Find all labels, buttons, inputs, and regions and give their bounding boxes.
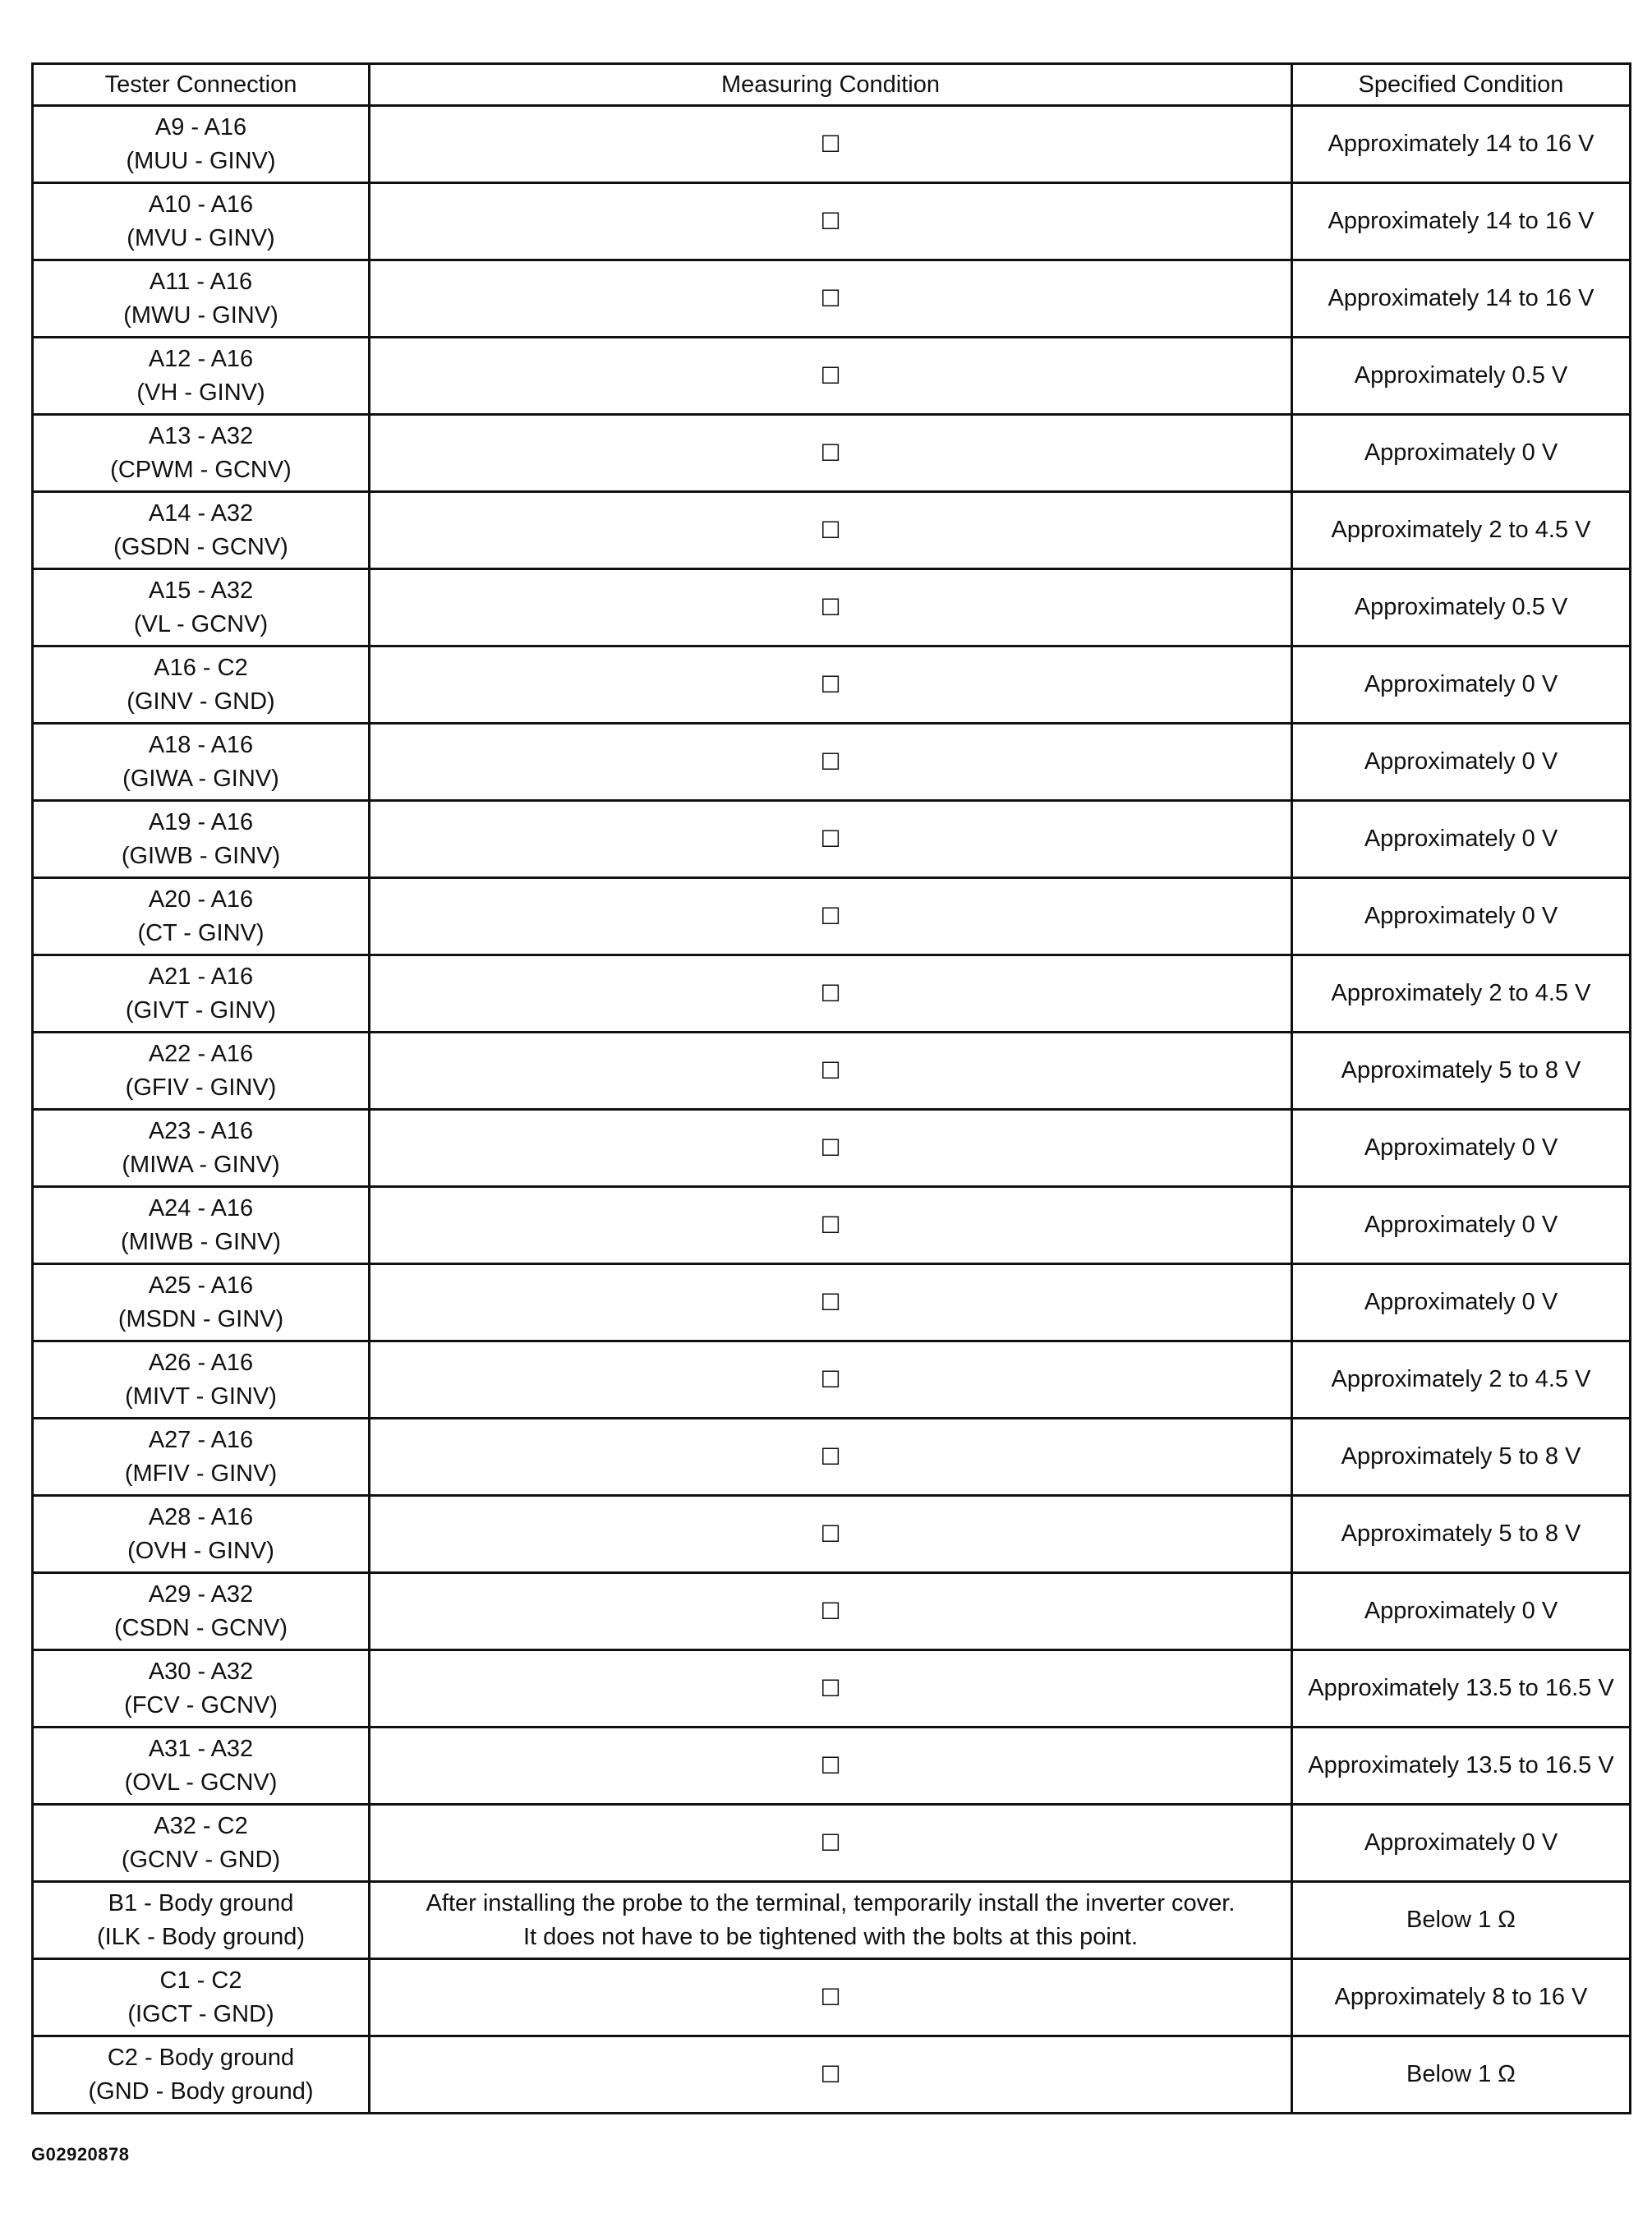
tester-connection-cell: [33, 1341, 370, 1419]
missing-glyph-icon: ☐: [820, 825, 841, 853]
signal-pair: (GCNV - GND): [121, 1846, 281, 1873]
specified-condition-cell: Approximately 2 to 4.5 V: [1292, 1341, 1631, 1419]
measuring-condition-cell: [370, 955, 1292, 1033]
signal-pair: (VL - GCNV): [133, 610, 269, 637]
missing-glyph-icon: ☐: [820, 1134, 841, 1162]
signal-pair: (GND - Body ground): [88, 2077, 314, 2105]
tester-connection-cell: [33, 1959, 370, 2036]
measuring-condition-cell: [370, 1033, 1292, 1110]
table-row: [33, 1110, 1631, 1187]
signal-pair: (CT - GINV): [137, 919, 265, 946]
condition-text-line: After installing the probe to the terminal, temporarily install the inverter cover.: [426, 1889, 1236, 1916]
specified-condition-cell: Approximately 14 to 16 V: [1292, 106, 1631, 183]
terminal-pair: A23 - A16: [148, 1117, 254, 1144]
table-row: [33, 1573, 1631, 1650]
tester-connection-cell: [33, 415, 370, 492]
terminal-pair: A32 - C2: [154, 1812, 248, 1839]
specified-condition-cell: Approximately 0.5 V: [1292, 338, 1631, 415]
tester-connection-cell: [33, 1419, 370, 1496]
tester-connection-cell: [33, 492, 370, 569]
missing-glyph-icon: ☐: [820, 284, 841, 312]
tester-connection-cell: [33, 1882, 370, 1959]
signal-pair: (MFIV - GINV): [124, 1460, 278, 1487]
signal-pair: (GINV - GND): [127, 688, 275, 715]
signal-pair: (FCV - GCNV): [124, 1691, 278, 1718]
measuring-condition-cell: [370, 1110, 1292, 1187]
measuring-condition-cell: [370, 415, 1292, 492]
terminal-pair: A26 - A16: [148, 1349, 254, 1376]
signal-pair: (ILK - Body ground): [96, 1923, 306, 1950]
tester-connection-cell: [33, 106, 370, 183]
missing-glyph-icon: ☐: [820, 516, 841, 544]
header-measuring-condition: Measuring Condition: [370, 64, 1292, 106]
tester-connection-cell: [33, 878, 370, 955]
specified-condition-cell: Approximately 5 to 8 V: [1292, 1496, 1631, 1573]
table-row: [33, 1959, 1631, 2036]
table-row: [33, 1650, 1631, 1728]
missing-glyph-icon: ☐: [820, 1674, 841, 1702]
terminal-pair: B1 - Body ground: [108, 1889, 294, 1916]
missing-glyph-icon: ☐: [820, 1288, 841, 1316]
terminal-pair: A30 - A32: [148, 1658, 254, 1685]
terminal-pair: A10 - A16: [148, 191, 254, 218]
signal-pair: (VH - GINV): [136, 379, 265, 406]
terminal-pair: A25 - A16: [148, 1272, 254, 1299]
table-row: [33, 183, 1631, 260]
table-row: [33, 492, 1631, 569]
terminal-pair: A15 - A32: [148, 577, 254, 604]
measuring-condition-cell: [370, 1573, 1292, 1650]
signal-pair: (GIVT - GINV): [125, 996, 277, 1024]
signal-pair: (MIWB - GINV): [121, 1228, 281, 1255]
table-row: [33, 106, 1631, 183]
table-row: [33, 1728, 1631, 1805]
measuring-condition-cell: [370, 1959, 1292, 2036]
measuring-condition-cell: [370, 1805, 1292, 1882]
specified-condition-cell: Approximately 14 to 16 V: [1292, 183, 1631, 260]
table-row: [33, 801, 1631, 878]
table-body: [33, 106, 1631, 2114]
table-row: [33, 1419, 1631, 1496]
specified-condition-cell: Below 1 Ω: [1292, 1882, 1631, 1959]
terminal-pair: C2 - Body ground: [107, 2044, 295, 2071]
specified-condition-cell: Approximately 2 to 4.5 V: [1292, 492, 1631, 569]
specified-condition-cell: Approximately 2 to 4.5 V: [1292, 955, 1631, 1033]
missing-glyph-icon: ☐: [820, 1829, 841, 1856]
table-header-row: [33, 64, 1631, 106]
table-row: [33, 569, 1631, 646]
specified-condition-cell: Approximately 13.5 to 16.5 V: [1292, 1728, 1631, 1805]
missing-glyph-icon: ☐: [820, 1520, 841, 1548]
measuring-condition-cell: [370, 646, 1292, 724]
specified-condition-cell: Approximately 0 V: [1292, 1573, 1631, 1650]
specified-condition-cell: Approximately 0 V: [1292, 724, 1631, 801]
missing-glyph-icon: ☐: [820, 1442, 841, 1470]
measuring-condition-cell: [370, 1341, 1292, 1419]
terminal-pair: A24 - A16: [148, 1194, 254, 1222]
terminal-pair: A9 - A16: [154, 113, 247, 140]
tester-connection-cell: [33, 1496, 370, 1573]
terminal-pair: A28 - A16: [148, 1503, 254, 1530]
tester-connection-cell: [33, 1110, 370, 1187]
table-row: [33, 338, 1631, 415]
terminal-pair: A13 - A32: [148, 422, 254, 449]
missing-glyph-icon: ☐: [820, 1983, 841, 2011]
tester-connection-cell: [33, 1264, 370, 1341]
table-row: [33, 1496, 1631, 1573]
measuring-condition-cell: [370, 878, 1292, 955]
specified-condition-cell: Approximately 0.5 V: [1292, 569, 1631, 646]
signal-pair: (CSDN - GCNV): [113, 1614, 288, 1641]
measuring-condition-cell: [370, 1264, 1292, 1341]
specified-condition-cell: Approximately 0 V: [1292, 1805, 1631, 1882]
table-row: [33, 724, 1631, 801]
specified-condition-cell: Approximately 13.5 to 16.5 V: [1292, 1650, 1631, 1728]
tester-connection-cell: [33, 569, 370, 646]
specified-condition-cell: Approximately 0 V: [1292, 878, 1631, 955]
tester-connection-cell: [33, 2036, 370, 2114]
signal-pair: (MUU - GINV): [126, 147, 276, 174]
missing-glyph-icon: ☐: [820, 593, 841, 621]
specified-condition-cell: Approximately 0 V: [1292, 415, 1631, 492]
missing-glyph-icon: ☐: [820, 1597, 841, 1625]
table-row: [33, 1264, 1631, 1341]
tester-connection-cell: [33, 260, 370, 338]
measuring-condition-cell: [370, 1728, 1292, 1805]
condition-text-line: It does not have to be tightened with the bolts at this point.: [522, 1923, 1139, 1950]
specified-condition-cell: Approximately 14 to 16 V: [1292, 260, 1631, 338]
tester-connection-cell: [33, 724, 370, 801]
tester-connection-cell: [33, 1033, 370, 1110]
measuring-condition-cell: [370, 1650, 1292, 1728]
signal-pair: (GIWA - GINV): [122, 765, 279, 792]
missing-glyph-icon: ☐: [820, 130, 841, 158]
signal-pair: (MWU - GINV): [123, 301, 278, 329]
signal-pair: (MSDN - GINV): [117, 1305, 284, 1332]
tester-connection-cell: [33, 1187, 370, 1264]
tester-spec-table: [31, 62, 1631, 2114]
terminal-pair: A19 - A16: [148, 808, 254, 835]
tester-connection-cell: [33, 1805, 370, 1882]
tester-connection-cell: [33, 1650, 370, 1728]
measuring-condition-cell: [370, 106, 1292, 183]
table-row: [33, 415, 1631, 492]
terminal-pair: A12 - A16: [148, 345, 254, 372]
missing-glyph-icon: ☐: [820, 748, 841, 775]
terminal-pair: C1 - C2: [159, 1967, 242, 1994]
specified-condition-cell: Approximately 8 to 16 V: [1292, 1959, 1631, 2036]
specified-condition-cell: Approximately 0 V: [1292, 801, 1631, 878]
missing-glyph-icon: ☐: [820, 2060, 841, 2088]
tester-connection-cell: [33, 1728, 370, 1805]
missing-glyph-icon: ☐: [820, 439, 841, 467]
missing-glyph-icon: ☐: [820, 1211, 841, 1239]
tester-connection-cell: [33, 801, 370, 878]
terminal-pair: A16 - C2: [154, 654, 248, 681]
tester-connection-cell: [33, 955, 370, 1033]
measuring-condition-cell: [370, 2036, 1292, 2114]
table-row: [33, 1805, 1631, 1882]
measuring-condition-cell: [370, 724, 1292, 801]
terminal-pair: A11 - A16: [149, 268, 253, 295]
tester-connection-cell: [33, 646, 370, 724]
measuring-condition-cell: [370, 492, 1292, 569]
specified-condition-cell: Approximately 5 to 8 V: [1292, 1033, 1631, 1110]
table-row: [33, 878, 1631, 955]
specified-condition-cell: Approximately 5 to 8 V: [1292, 1419, 1631, 1496]
terminal-pair: A27 - A16: [148, 1426, 254, 1453]
specified-condition-cell: Approximately 0 V: [1292, 1187, 1631, 1264]
terminal-pair: A20 - A16: [148, 886, 254, 913]
signal-pair: (GFIV - GINV): [125, 1074, 277, 1101]
signal-pair: (MVU - GINV): [127, 224, 275, 251]
missing-glyph-icon: ☐: [820, 1365, 841, 1393]
tester-connection-cell: [33, 183, 370, 260]
table-row: [33, 260, 1631, 338]
missing-glyph-icon: ☐: [820, 207, 841, 235]
signal-pair: (MIWA - GINV): [122, 1151, 280, 1178]
measuring-condition-cell: [370, 1419, 1292, 1496]
missing-glyph-icon: ☐: [820, 1751, 841, 1779]
specified-condition-cell: Approximately 0 V: [1292, 1110, 1631, 1187]
measuring-condition-cell: [370, 569, 1292, 646]
terminal-pair: A14 - A32: [148, 499, 254, 527]
measuring-condition-cell: [370, 260, 1292, 338]
signal-pair: (GSDN - GCNV): [113, 533, 288, 560]
tester-connection-cell: [33, 1573, 370, 1650]
measuring-condition-cell: [370, 1882, 1292, 1959]
signal-pair: (IGCT - GND): [127, 2000, 274, 2027]
table-row: [33, 955, 1631, 1033]
table-row: [33, 1033, 1631, 1110]
missing-glyph-icon: ☐: [820, 361, 841, 389]
specified-condition-cell: Approximately 0 V: [1292, 646, 1631, 724]
header-specified-condition: Specified Condition: [1292, 64, 1631, 106]
specified-condition-cell: Approximately 0 V: [1292, 1264, 1631, 1341]
signal-pair: (GIWB - GINV): [121, 842, 281, 869]
measuring-condition-cell: [370, 1496, 1292, 1573]
measuring-condition-cell: [370, 1187, 1292, 1264]
terminal-pair: A29 - A32: [148, 1580, 254, 1608]
figure-id: G02920878: [31, 2144, 130, 2165]
terminal-pair: A18 - A16: [148, 731, 254, 758]
signal-pair: (OVL - GCNV): [124, 1769, 278, 1796]
terminal-pair: A22 - A16: [148, 1040, 254, 1067]
table-row: [33, 1882, 1631, 1959]
signal-pair: (MIVT - GINV): [125, 1383, 277, 1410]
tester-connection-cell: [33, 338, 370, 415]
table-row: [33, 1341, 1631, 1419]
table-row: [33, 2036, 1631, 2114]
missing-glyph-icon: ☐: [820, 670, 841, 698]
missing-glyph-icon: ☐: [820, 979, 841, 1007]
table-row: [33, 646, 1631, 724]
missing-glyph-icon: ☐: [820, 902, 841, 930]
specified-condition-cell: Below 1 Ω: [1292, 2036, 1631, 2114]
table-row: [33, 1187, 1631, 1264]
missing-glyph-icon: ☐: [820, 1056, 841, 1084]
measuring-condition-cell: [370, 801, 1292, 878]
measuring-condition-cell: [370, 183, 1292, 260]
terminal-pair: A31 - A32: [148, 1735, 254, 1762]
signal-pair: (OVH - GINV): [127, 1537, 274, 1564]
signal-pair: (CPWM - GCNV): [110, 456, 292, 483]
header-tester-connection: Tester Connection: [33, 64, 370, 106]
measuring-condition-cell: [370, 338, 1292, 415]
terminal-pair: A21 - A16: [148, 963, 254, 990]
